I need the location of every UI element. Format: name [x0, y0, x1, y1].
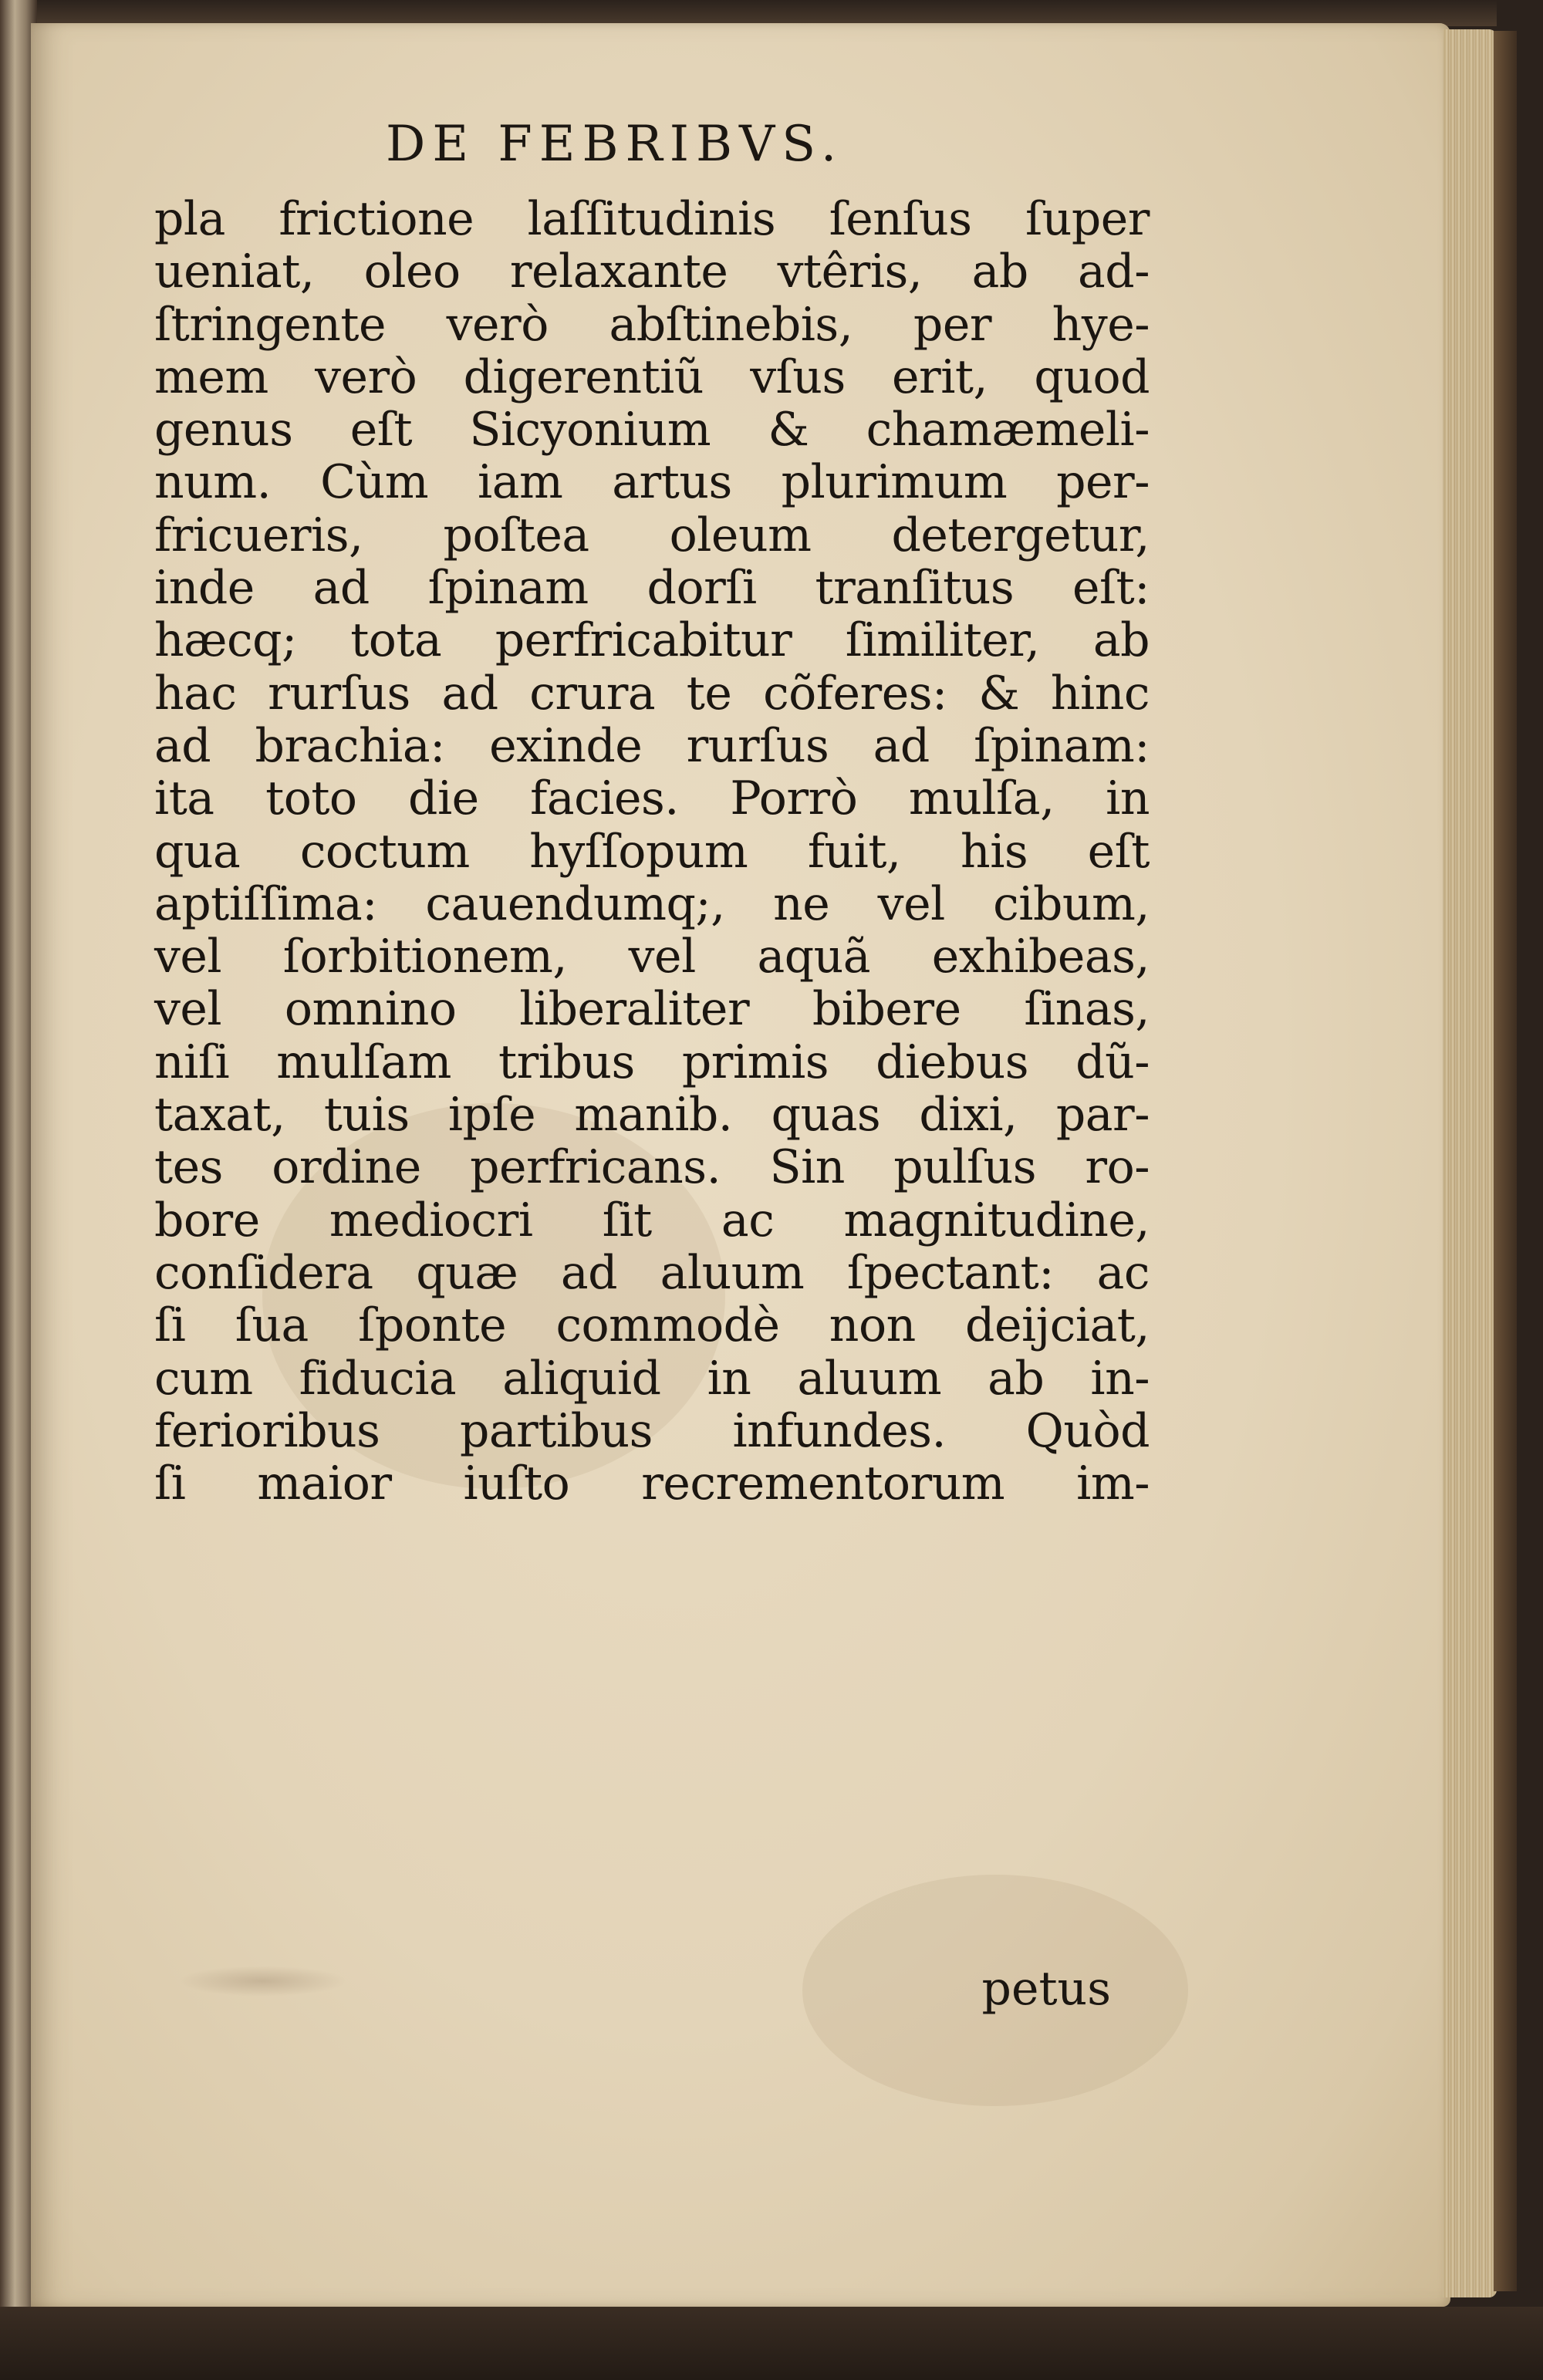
text-line: vel omnino liberaliter bibere ſinas,: [154, 982, 1150, 1037]
text-line: genus eſt Sicyonium & chamæmeli-: [154, 403, 1150, 457]
text-line: ad brachia: exinde rurſus ad ſpinam:: [154, 718, 1150, 773]
text-line: conſidera quæ ad aluum ſpectant: ac: [154, 1245, 1150, 1300]
text-line: bore mediocri ſit ac magnitudine,: [154, 1193, 1150, 1247]
running-header: DE FEBRIBVS.: [386, 116, 844, 173]
text-line: cum fiducia aliquid in aluum ab in-: [154, 1351, 1150, 1406]
text-line: vel ſorbitionem, vel aquã exhibeas,: [154, 930, 1150, 984]
text-line: fricueris, poſtea oleum detergetur,: [154, 508, 1150, 562]
text-line: ita toto die facies. Porrò mulſa, in: [154, 771, 1150, 826]
text-line: ſi maior iuſto recrementorum im-: [154, 1457, 1150, 1511]
text-line: num. Cùm iam artus plurimum per-: [154, 455, 1150, 510]
text-line: mem verò digerentiũ vſus erit, quod: [154, 349, 1150, 404]
bottom-shadow: [0, 2307, 1543, 2380]
text-line: ſi ſua ſponte commodè non deijciat,: [154, 1298, 1150, 1353]
text-line: aptiſſima: cauendumq;, ne vel cibum,: [154, 876, 1150, 931]
book-board-edge: [1494, 31, 1517, 2291]
page-edges-stack: [1443, 29, 1497, 2297]
catchword: petus: [981, 1962, 1111, 2016]
text-line: hac rurſus ad crura te cõferes: & hinc: [154, 666, 1150, 721]
text-line: taxat, tuis ipſe manib. quas dixi, par-: [154, 1088, 1150, 1143]
text-line: hæcq; tota perfricabitur ſimiliter, ab: [154, 613, 1150, 668]
text-line: pla frictione laſſitudinis ſenſus ſuper: [154, 192, 1150, 246]
faint-ink-mark: [177, 1966, 347, 1997]
text-line: qua coctum hyſſopum fuit, his eſt: [154, 824, 1150, 879]
text-line: tes ordine perfricans. Sin pulſus ro-: [154, 1140, 1150, 1195]
text-line: ſtringente verò abſtinebis, per hye-: [154, 297, 1150, 352]
top-shadow: [31, 0, 1497, 26]
text-line: ueniat, oleo relaxante vtêris, ab ad-: [154, 245, 1150, 299]
text-line: niſi mulſam tribus primis diebus dũ-: [154, 1035, 1150, 1089]
text-line: ferioribus partibus infundes. Quòd: [154, 1403, 1150, 1458]
text-line: inde ad ſpinam dorſi tranſitus eſt:: [154, 561, 1150, 616]
body-text: [154, 193, 1150, 1510]
